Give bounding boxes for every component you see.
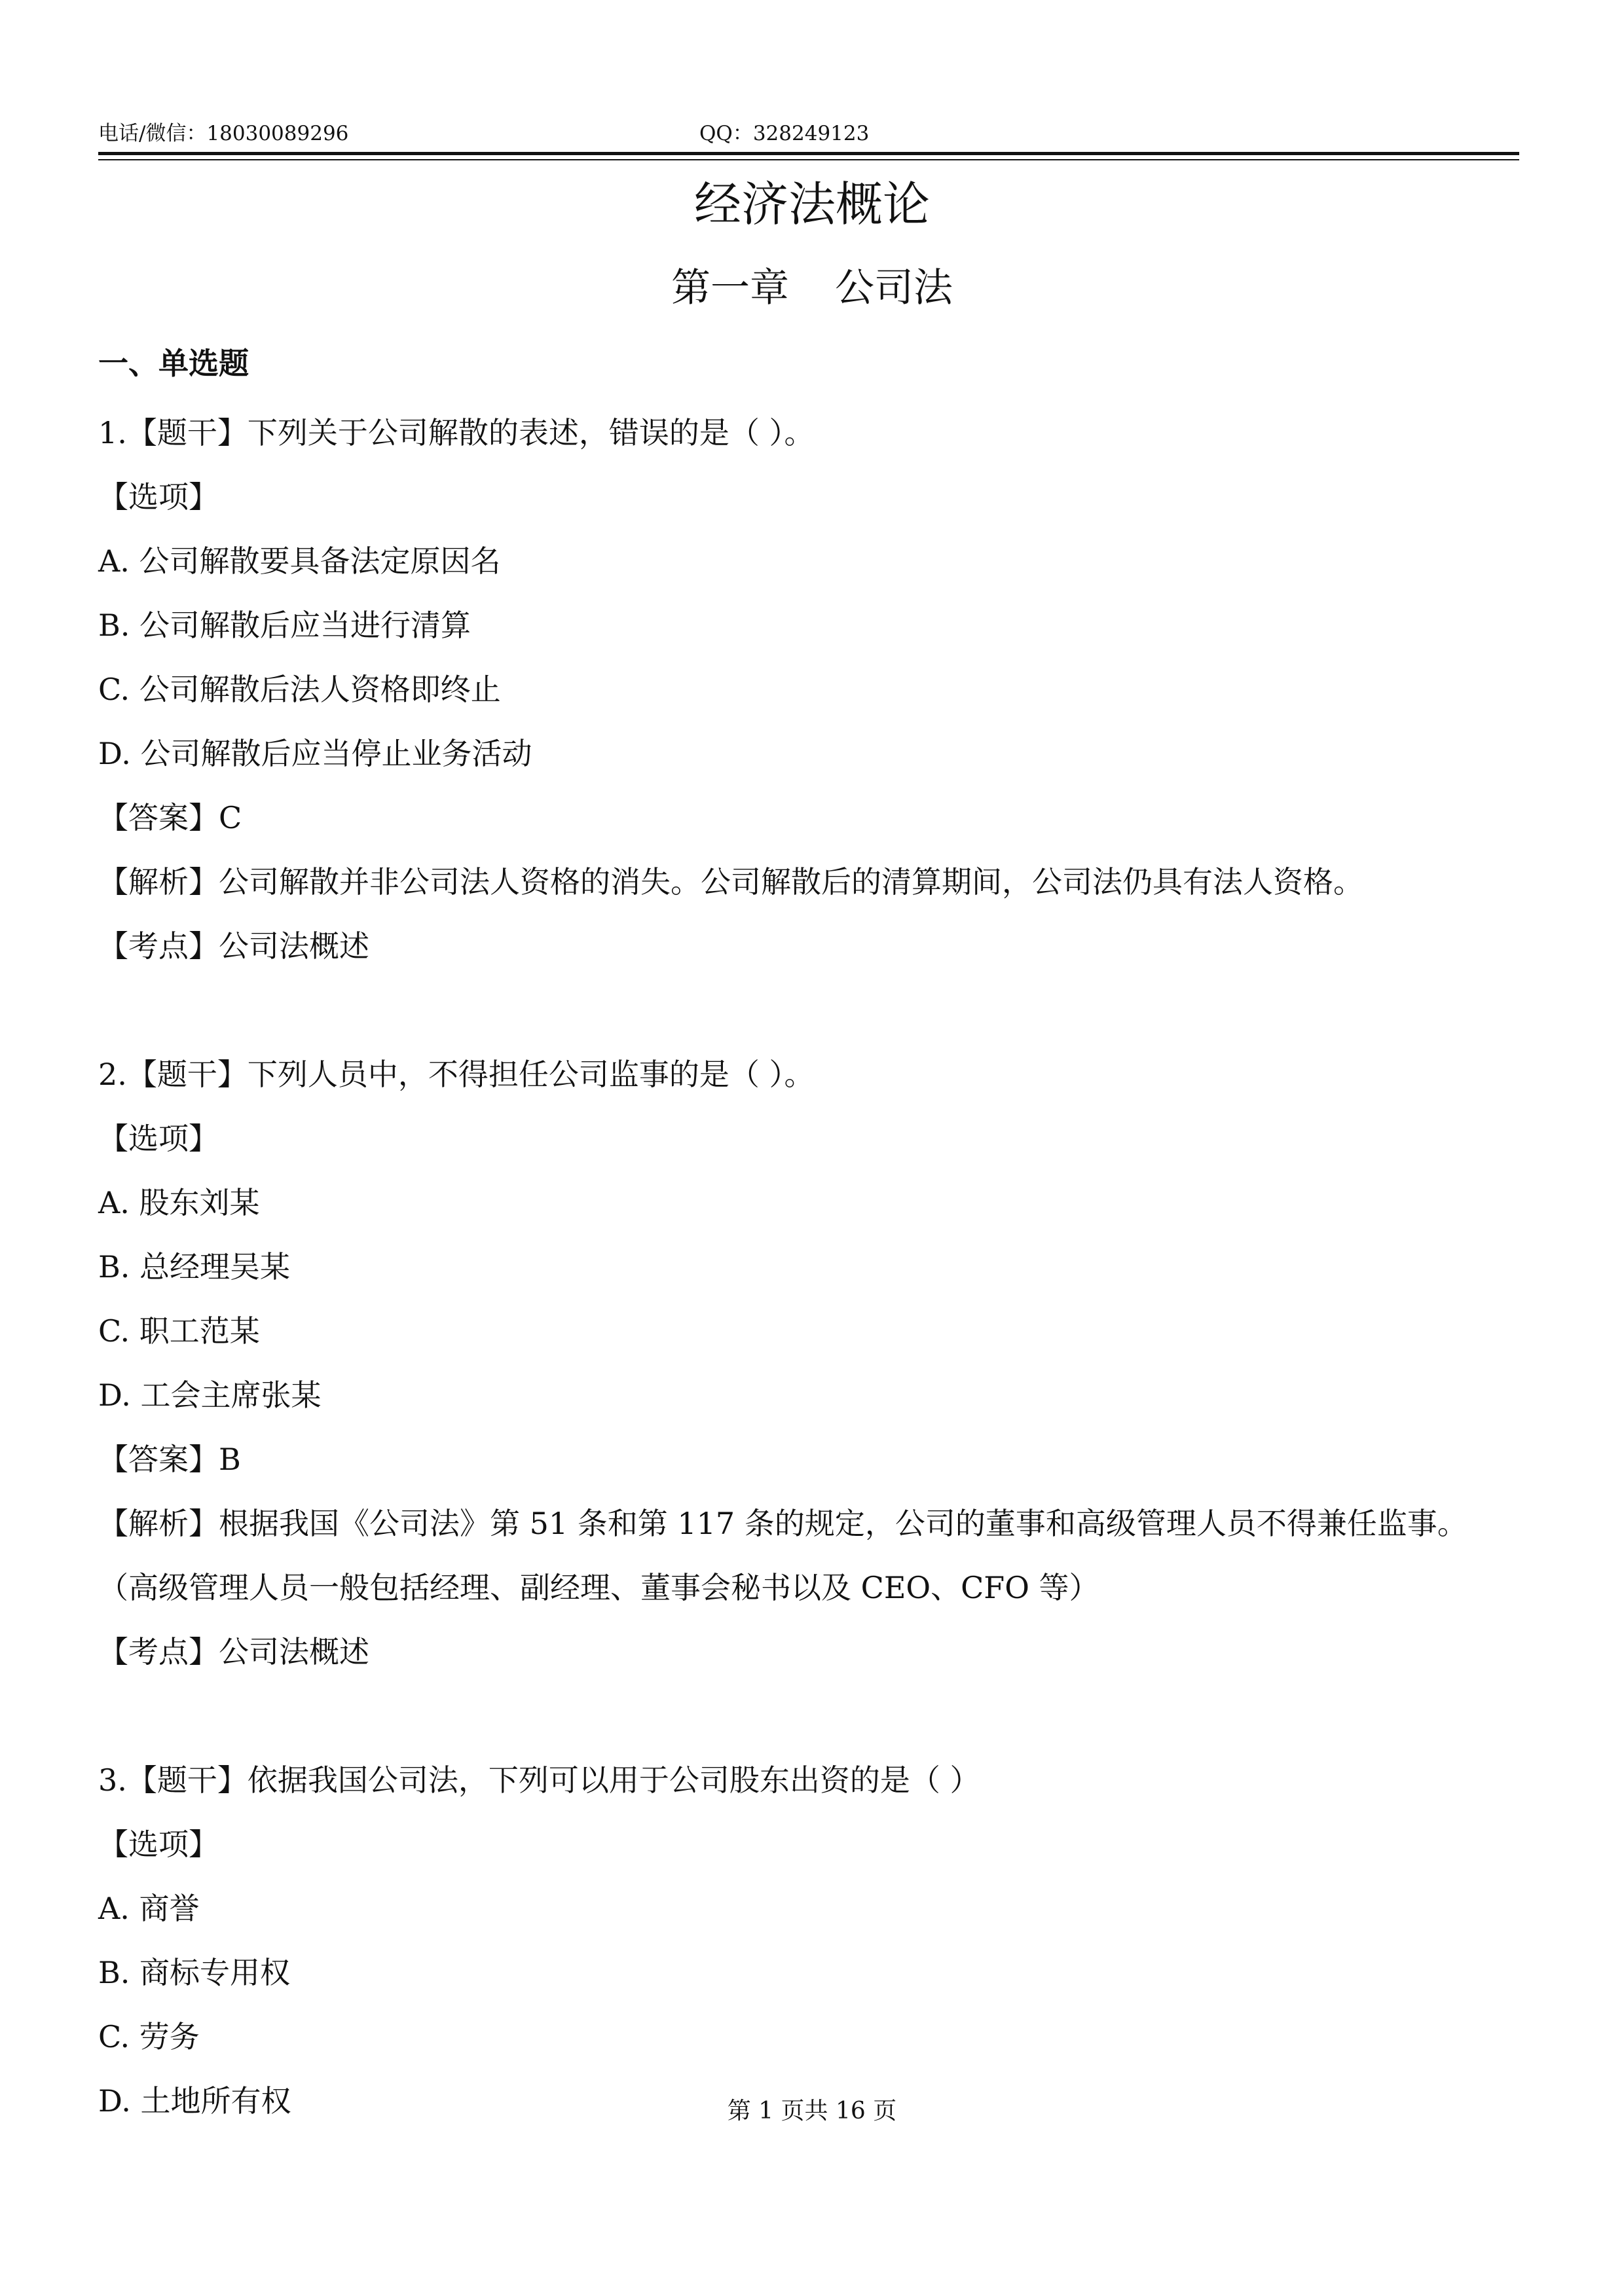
option-b: B. 总经理吴某	[98, 1249, 291, 1285]
option-a: A. 公司解散要具备法定原因名	[98, 543, 501, 579]
option-d: D. 土地所有权	[98, 2083, 291, 2119]
question-1	[98, 401, 1539, 978]
page-header	[98, 118, 1519, 149]
header-phone: 电话/微信：18030089296	[98, 122, 349, 145]
options-label: 【选项】	[98, 1827, 219, 1862]
analysis: 【解析】公司解散并非公司法人资格的消失。公司解散后的清算期间，公司法仍具有法人资格。	[98, 864, 1363, 900]
chapter-name: 公司法	[835, 265, 953, 311]
options-label: 【选项】	[98, 1121, 219, 1156]
option-d: D. 公司解散后应当停止业务活动	[98, 736, 532, 771]
chapter-number: 第一章	[671, 265, 789, 311]
question-list	[98, 401, 1539, 2133]
header-rule-thin	[98, 159, 1519, 160]
page-footer: 第 1 页共 16 页	[727, 2098, 897, 2124]
answer: 【答案】C	[98, 800, 242, 835]
options-label: 【选项】	[98, 479, 219, 515]
exam-point: 【考点】公司法概述	[98, 1634, 369, 1669]
header-rule-thick	[98, 152, 1519, 155]
option-b: B. 商标专用权	[98, 1955, 291, 1990]
question-spacer	[98, 1684, 1539, 1748]
analysis-continued: （高级管理人员一般包括经理、副经理、董事会秘书以及 CEO、CFO 等）	[98, 1570, 1099, 1605]
question-stem: 2.【题干】下列人员中，不得担任公司监事的是（ ）。	[98, 1057, 815, 1092]
option-a: A. 商誉	[98, 1891, 200, 1926]
document-title: 经济法概论	[693, 177, 930, 232]
question-3	[98, 1748, 1539, 2133]
question-stem: 3.【题干】依据我国公司法，下列可以用于公司股东出资的是（ ）	[98, 1762, 980, 1798]
question-stem: 1.【题干】下列关于公司解散的表述，错误的是（ ）。	[98, 415, 815, 450]
section-heading: 一、单选题	[98, 346, 249, 381]
chapter-heading	[0, 259, 1624, 318]
option-c: C. 劳务	[98, 2019, 200, 2054]
exam-point: 【考点】公司法概述	[98, 928, 369, 964]
header-qq: QQ：328249123	[699, 122, 870, 145]
answer: 【答案】B	[98, 1442, 241, 1477]
question-spacer	[98, 978, 1539, 1042]
option-a: A. 股东刘某	[98, 1185, 260, 1220]
option-c: C. 公司解散后法人资格即终止	[98, 672, 501, 707]
question-2	[98, 1042, 1539, 1684]
analysis: 【解析】根据我国《公司法》第 51 条和第 117 条的规定，公司的董事和高级管理人员不得兼任监事。	[98, 1506, 1467, 1541]
option-b: B. 公司解散后应当进行清算	[98, 608, 471, 643]
option-d: D. 工会主席张某	[98, 1377, 322, 1413]
option-c: C. 职工范某	[98, 1313, 260, 1349]
